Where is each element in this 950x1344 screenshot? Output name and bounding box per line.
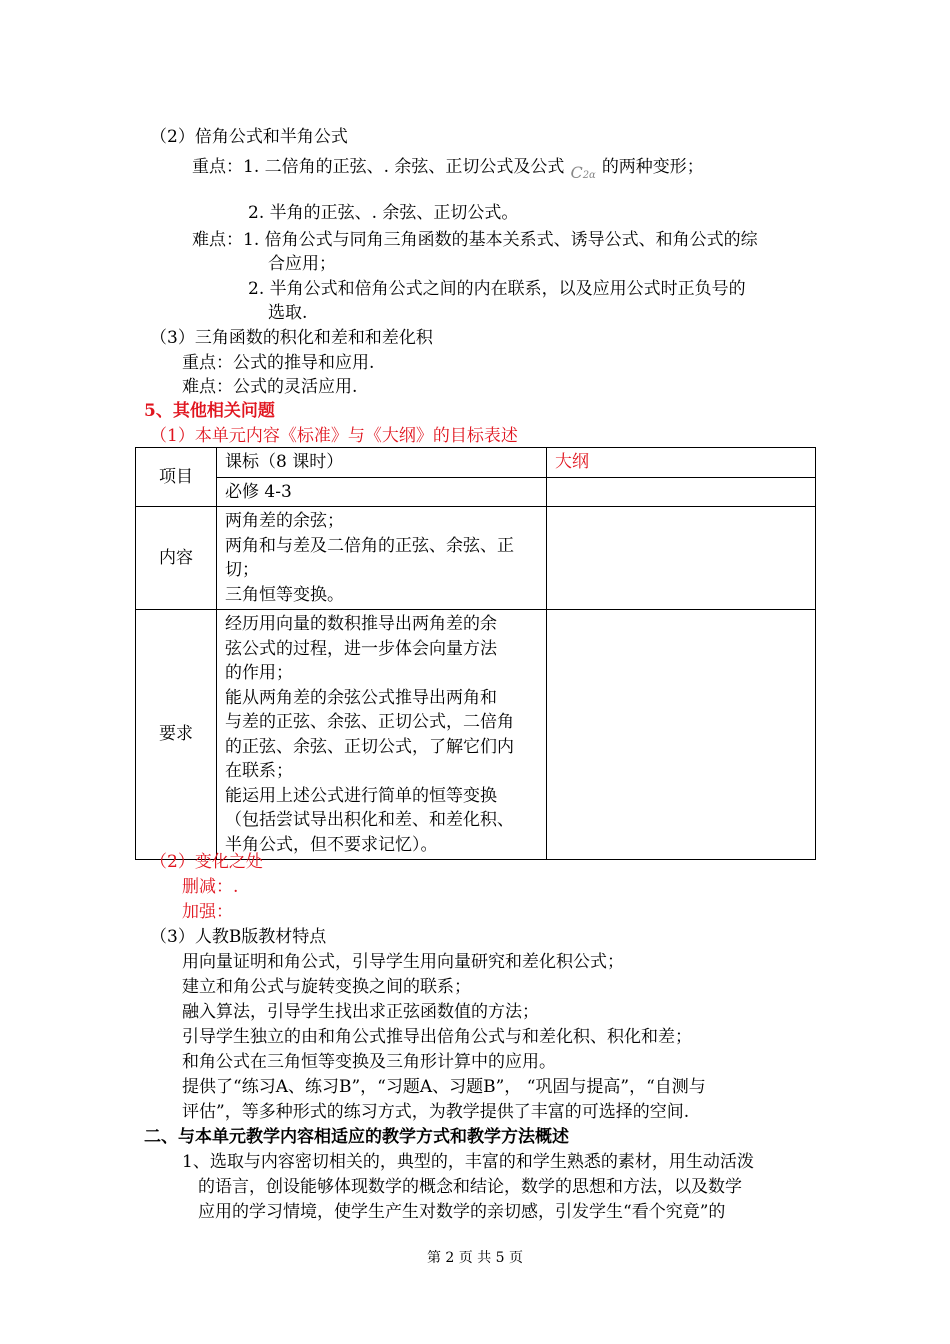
changes-title: （2）变化之处 <box>150 852 263 872</box>
requirement-cell <box>217 610 547 860</box>
requirement-line: 弦公式的过程，进一步体会向量方法 <box>225 638 497 659</box>
table-row <box>136 507 816 610</box>
requirement-line: 与差的正弦、余弦、正切公式，二倍角 <box>225 712 514 732</box>
formula-c2a: C2α <box>570 163 596 182</box>
key-points-line-1 <box>192 156 704 181</box>
difficulty-product-sum: 难点：公式的灵活应用. <box>182 377 358 397</box>
table-row <box>136 610 816 860</box>
empty-cell <box>547 507 816 610</box>
section-title-product-sum: （3）三角函数的积化和差和和差化积 <box>150 328 433 348</box>
part-2-title: 二、与本单元教学内容相适应的教学方式和教学方法概述 <box>144 1127 569 1147</box>
requirement-label-cell: 要求 <box>136 610 217 860</box>
standard-outline-subtitle: （1）本单元内容《标准》与《大纲》的目标表述 <box>150 426 518 446</box>
outline-header-cell: 大纲 <box>547 448 816 478</box>
difficulty-1a: 1. 倍角公式与同角三角函数的基本关系式、诱导公式、和角公式的综 <box>243 230 758 250</box>
section-5-title: 5、其他相关问题 <box>144 401 275 421</box>
requirement-line: 半角公式，但不要求记忆）。 <box>225 834 438 855</box>
textbook-item: 用向量证明和角公式，引导学生用向量研究和差化积公式； <box>182 952 624 972</box>
difficulty-line-1 <box>192 229 758 251</box>
content-cell <box>217 507 547 610</box>
table-row <box>136 448 816 478</box>
requirement-line: 的正弦、余弦、正切公式，了解它们内 <box>225 736 514 757</box>
textbook-item: 建立和角公式与旋转变换之间的联系； <box>182 977 471 997</box>
requirement-line: （包括尝试导出积化和差、和差化积、 <box>225 810 514 830</box>
key-point-1: 1. 二倍角的正弦、. 余弦、正切公式及公式 <box>243 157 565 177</box>
paragraph-line: 的语言，创设能够体现数学的概念和结论，数学的思想和方法，以及数学 <box>198 1177 742 1197</box>
changes-strengthened: 加强： <box>182 902 233 922</box>
textbook-item: 引导学生独立的由和角公式推导出倍角公式与和差化积、积化和差； <box>182 1027 692 1047</box>
difficulty-1b: 合应用； <box>268 254 336 274</box>
content-line: 切； <box>225 560 259 580</box>
content-line: 两角和与差及二倍角的正弦、余弦、正 <box>225 535 514 556</box>
textbook-item: 提供了“练习A、练习B”，“习题A、习题B”， “巩固与提高”，“自测与 <box>182 1077 706 1097</box>
textbook-item: 融入算法，引导学生找出求正弦函数值的方法； <box>182 1002 539 1022</box>
empty-cell <box>547 477 816 507</box>
paragraph-line: 1、选取与内容密切相关的，典型的，丰富的和学生熟悉的素材，用生动活泼 <box>182 1152 754 1172</box>
requirement-line: 能从两角差的余弦公式推导出两角和 <box>225 687 497 708</box>
standard-header-cell: 课标（8 课时） <box>217 448 547 478</box>
requirement-line: 能运用上述公式进行简单的恒等变换 <box>225 785 497 806</box>
textbook-title: （3）人教B版教材特点 <box>150 927 327 947</box>
key-point-1-tail: 的两种变形； <box>601 157 704 177</box>
difficulty-2b: 选取. <box>268 303 308 323</box>
content-line: 两角差的余弦； <box>225 511 344 531</box>
changes-deleted: 删减：. <box>182 877 239 897</box>
head-label-cell: 项目 <box>136 448 217 507</box>
key-point-2: 2. 半角的正弦、. 余弦、正切公式。 <box>248 203 519 223</box>
requirement-line: 经历用向量的数积推导出两角差的余 <box>225 614 497 634</box>
textbook-item: 和角公式在三角恒等变换及三角形计算中的应用。 <box>182 1052 556 1072</box>
section-title-double-angle: （2）倍角公式和半角公式 <box>150 127 348 147</box>
difficulty-label: 难点： <box>192 230 243 250</box>
key-points-product-sum: 重点：公式的推导和应用. <box>182 353 375 373</box>
table-row <box>136 477 816 507</box>
module-cell: 必修 4-3 <box>217 477 547 507</box>
paragraph-line: 应用的学习情境，使学生产生对数学的亲切感，引发学生“看个究竟”的 <box>198 1202 726 1222</box>
difficulty-2a: 2. 半角公式和倍角公式之间的内在联系，以及应用公式时正负号的 <box>248 279 746 299</box>
key-label: 重点： <box>192 157 243 177</box>
textbook-item: 评估”，等多种形式的练习方式，为教学提供了丰富的可选择的空间. <box>182 1102 690 1122</box>
comparison-table <box>135 447 816 860</box>
requirement-line: 在联系； <box>225 761 293 781</box>
content-line: 三角恒等变换。 <box>225 584 344 605</box>
page-footer: 第 2 页 共 5 页 <box>426 1250 524 1266</box>
requirement-line: 的作用； <box>225 663 293 683</box>
content-label-cell: 内容 <box>136 507 217 610</box>
empty-cell <box>547 610 816 860</box>
